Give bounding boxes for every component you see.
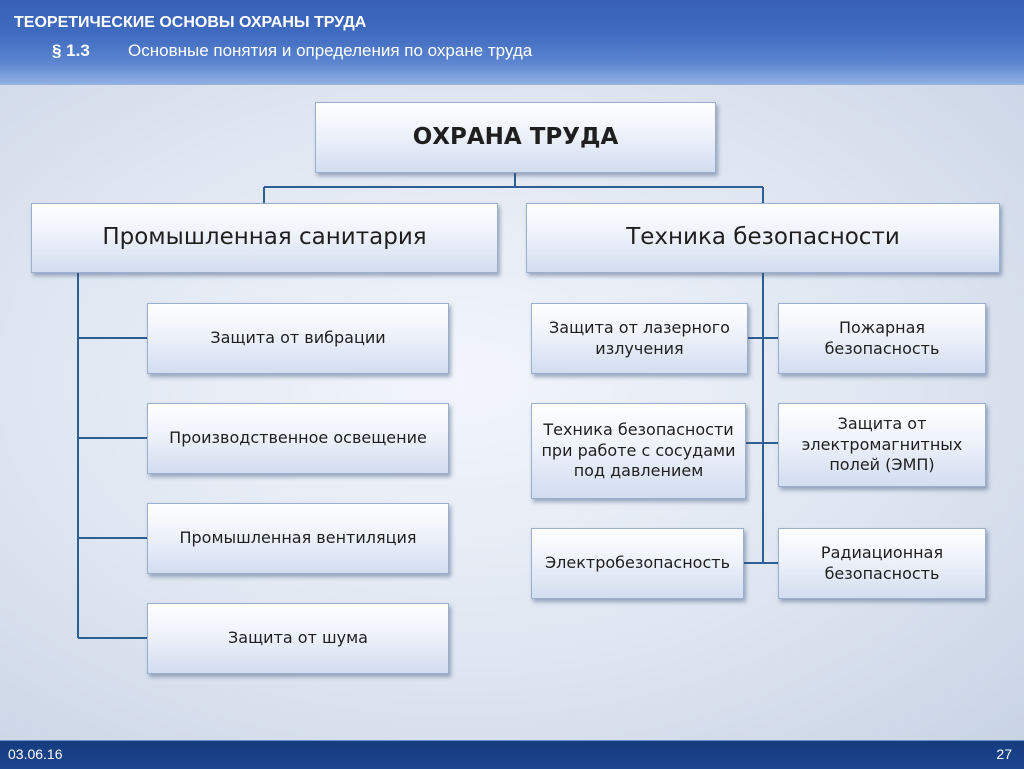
item-box-laser-protection: Защита от лазерного излучения <box>531 303 748 374</box>
item-box-industrial-ventilation: Промышленная вентиляция <box>147 503 449 574</box>
section-title: Основные понятия и определения по охране труда <box>128 41 533 60</box>
slide-footer <box>0 740 1024 769</box>
branch-box-industrial-sanitation: Промышленная санитария <box>31 203 498 273</box>
section-number: § 1.3 <box>52 41 90 60</box>
item-box-electrical-safety: Электробезопасность <box>531 528 744 599</box>
item-box-pressure-vessel-safety: Техника безопасности при работе с сосудами под давлением <box>531 403 746 499</box>
item-box-noise-protection: Защита от шума <box>147 603 449 674</box>
page-number: 27 <box>996 746 1012 762</box>
item-box-industrial-lighting: Производственное освещение <box>147 403 449 474</box>
item-box-emf-protection: Защита от электромагнитных полей (ЭМП) <box>778 403 986 487</box>
item-box-vibration-protection: Защита от вибрации <box>147 303 449 374</box>
item-box-radiation-safety: Радиационная безопасность <box>778 528 986 599</box>
branch-box-safety-engineering: Техника безопасности <box>526 203 1000 273</box>
item-box-fire-safety: Пожарная безопасность <box>778 303 986 374</box>
root-box: ОХРАНА ТРУДА <box>315 102 716 173</box>
slide-title: ТЕОРЕТИЧЕСКИЕ ОСНОВЫ ОХРАНЫ ТРУДА <box>14 14 367 31</box>
footer-date: 03.06.16 <box>8 746 63 762</box>
